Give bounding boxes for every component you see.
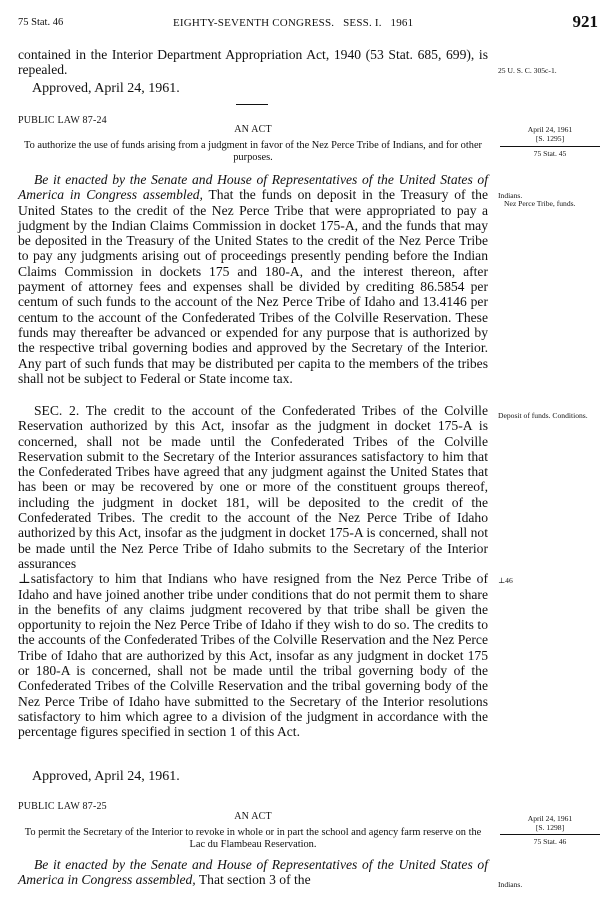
section-2-part-2: ⊥satisfactory to him that Indians who have resigned from the Nez Perce Tribe of Idaho and have joined another tribe under conditions that do not permit them to share in the benefits of any claims judgment recovered by that tribe shall be given the opportunity to rejoin the Nez Perce Tribe of Idaho if they wish to do so. The credits to the accounts of the Confederated Tribes of the Colville Reservation and the Nez Perce Tribe of Idaho that are authorized by this Act, insofar as any judgment in docket 175 or 180-A is concerned, shall not be made until the tribal governing body of the Confederated Tribes of the Colville Reservation and the tribal governing body of the Nez Perce Tribe of Idaho have submitted to the Secretary of the Interior resolutions satisfactory to him which agree to a division of the judgment in accordance with the percentage figures specified in section 1 of this Act.	[18, 571, 488, 740]
note-tribe-funds: Nez Perce Tribe, funds.	[504, 199, 576, 208]
carryover-paragraph: contained in the Interior Department Appropriation Act, 1940 (53 Stat. 685, 699), is repealed.	[18, 47, 488, 78]
approved-line-2: Approved, April 24, 1961.	[32, 769, 180, 784]
public-law-label: PUBLIC LAW 87-24	[18, 115, 107, 126]
note-page-break: ⊥46	[498, 576, 513, 585]
page-number: 921	[572, 12, 598, 31]
an-act-heading: AN ACT	[234, 124, 272, 135]
side-bill: [S. 1295]	[535, 134, 565, 143]
enacting-rest-2: That section 3 of the	[198, 872, 311, 888]
enacting-clause-2: Be it enacted by the Senate and House of Representatives of the United States of America in Congress assembled,	[18, 857, 488, 888]
note-indians: Indians.	[498, 191, 523, 200]
enacting-clause-2-block	[18, 857, 488, 888]
section-2	[18, 403, 488, 740]
section-1	[18, 172, 488, 386]
act-purpose-2: To permit the Secretary of the Interior to revoke in whole or in part the school and agency farm reserve on the Lac du Flambeau Reservation.	[24, 827, 482, 850]
side-bill-2: [S. 1298]	[535, 823, 565, 832]
header-stat: 75 Stat. 46	[18, 17, 64, 28]
side-stat-2: 75 Stat. 46	[533, 837, 567, 846]
an-act-heading-2: AN ACT	[234, 811, 272, 822]
note-deposit-conditions: Deposit of funds. Conditions.	[498, 411, 588, 420]
running-header	[18, 14, 598, 36]
section-2-part-1: SEC. 2. The credit to the account of the Confederated Tribes of the Colville Reservation authorized by this Act, insofar as the judgment in docket 175-A is concerned, shall not be made until the Confederated Tribes of the Colville Reservation submit to the Secretary of the Interior assurances satisfactory to him that the Confederated Tribes have agreed that any judgment against the United States that has been or may be recovered by one or more of the constituent groups thereof, including the judgment in docket 181, will be deposited to the credit of the Confederated Tribes. The credit to the account of the Nez Perce Tribe of Idaho authorized by this Act, insofar as the judgment in docket 175-A is concerned, shall not be made until the Nez Perce Tribe of Idaho submits to the Secretary of the Interior assurances	[18, 403, 488, 571]
act-purpose: To authorize the use of funds arising from a judgment in favor of the Nez Perce Tribe of Indians, and for other purposes.	[23, 140, 483, 163]
side-rule-2	[500, 834, 600, 835]
section-1-text: That the funds on deposit in the Treasury of the United States to the credit of the Nez Perce Tribe that were appropriated to pay a judgment by the Indian Claims Commission in docket 175-A, and the funds that may be deposited in the Treasury of the United States to the credit of the Nez Perce Tribe to pay any judgments arising out of proceedings presently pending before the Indian Claims Commission in dockets 175 and 180-A, and the interest thereon, after payment of attorney fees and expenses shall be divided by crediting 86.5854 per centum of such funds to the account of the Nez Perce Tribe of Idaho and 13.4146 per centum to the account of the Confederated Tribes of the Colville Reservation. These funds may thereafter be advanced or expended for any purpose that is authorized by the respective tribal governing bodies and approved by the Secretary of the Interior. Any part of such funds that may be distributed per capita to the members of the tribes shall not be subject to Federal or State income tax.	[18, 187, 488, 386]
side-date-2: April 24, 1961	[527, 814, 573, 823]
side-rule	[500, 146, 600, 147]
side-date: April 24, 1961	[527, 125, 573, 134]
approved-line-1: Approved, April 24, 1961.	[32, 81, 180, 96]
separator-rule	[236, 104, 268, 105]
public-law-label-2: PUBLIC LAW 87-25	[18, 801, 107, 812]
note-indians-2: Indians.	[498, 880, 523, 889]
header-congress: EIGHTY-SEVENTH CONGRESS. SESS. I. 1961	[173, 17, 414, 29]
side-stat: 75 Stat. 45	[533, 149, 567, 158]
margin-note-usc: 25 U. S. C. 305c-1.	[498, 66, 557, 75]
enacting-clause: Be it enacted by the Senate and House of Representatives of the United States of America in Congress assembled,	[18, 172, 488, 203]
